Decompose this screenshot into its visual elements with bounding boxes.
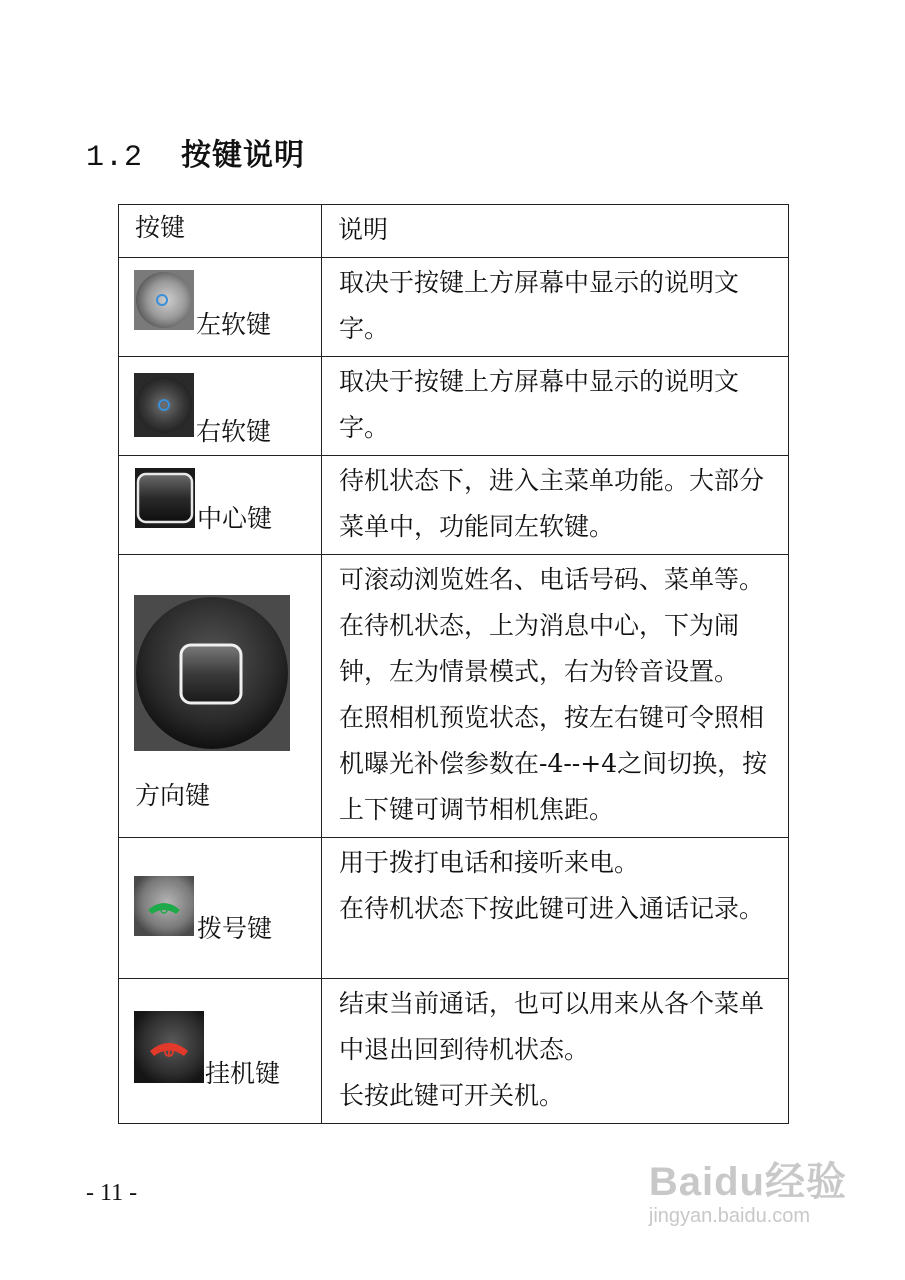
- watermark-url: jingyan.baidu.com: [648, 1205, 811, 1227]
- table-row: [119, 979, 789, 1124]
- key-label: 右软键: [196, 417, 272, 446]
- table-row: [119, 555, 789, 838]
- key-cell: [119, 357, 322, 456]
- desc-line: 长按此键可开关机。: [339, 1081, 565, 1110]
- desc-line: 在照相机预览状态，按左右键可令照相机曝光补偿参数在-4--+4之间切换，按上下键可调节相机焦距。: [339, 703, 768, 824]
- section-title: 按键说明: [181, 138, 306, 173]
- header-key: 按键: [119, 205, 322, 258]
- direction-key-icon: [134, 595, 290, 751]
- key-cell: [119, 979, 322, 1124]
- key-cell: [119, 555, 322, 838]
- watermark-brand: Baidu经验: [648, 1160, 847, 1204]
- desc-line: 取决于按键上方屏幕中显示的说明文字。: [339, 367, 740, 442]
- desc-cell: [322, 979, 789, 1124]
- key-cell: [119, 456, 322, 555]
- left-softkey-icon: [134, 270, 194, 330]
- desc-cell: [322, 555, 789, 838]
- desc-line: 在待机状态下按此键可进入通话记录。: [339, 894, 765, 923]
- center-key-icon: [135, 468, 195, 528]
- desc-line: 取决于按键上方屏幕中显示的说明文字。: [339, 268, 740, 343]
- header-desc: 说明: [322, 205, 789, 258]
- table-row: [119, 258, 789, 357]
- table-row: [119, 456, 789, 555]
- desc-line: 在待机状态，上为消息中心，下为闹钟，左为情景模式，右为铃音设置。: [339, 611, 740, 686]
- key-label: 方向键: [135, 781, 211, 810]
- end-key-icon: [134, 1011, 204, 1083]
- key-label: 挂机键: [205, 1059, 281, 1088]
- key-cell: [119, 838, 322, 979]
- key-label: 左软键: [196, 310, 272, 339]
- key-label: 中心键: [197, 504, 273, 533]
- section-number: 1.2: [86, 141, 144, 175]
- key-label: 拨号键: [197, 914, 273, 943]
- table-row: [119, 357, 789, 456]
- desc-cell: [322, 258, 789, 357]
- desc-line: 可滚动浏览姓名、电话号码、菜单等。: [339, 565, 765, 594]
- desc-line: 用于拨打电话和接听来电。: [339, 848, 640, 877]
- desc-line: 待机状态下，进入主菜单功能。大部分菜单中，功能同左软键。: [339, 466, 765, 541]
- desc-cell: [322, 357, 789, 456]
- page-number: - 11 -: [86, 1180, 138, 1206]
- key-cell: [119, 258, 322, 357]
- key-description-table: [118, 204, 789, 1124]
- table-header-row: [119, 205, 789, 258]
- section-heading: [86, 130, 305, 175]
- desc-line: 结束当前通话，也可以用来从各个菜单中退出回到待机状态。: [339, 989, 765, 1064]
- table-row: [119, 838, 789, 979]
- watermark: [649, 1150, 847, 1228]
- dial-key-icon: [134, 876, 194, 936]
- desc-cell: [322, 838, 789, 979]
- desc-cell: [322, 456, 789, 555]
- right-softkey-icon: [134, 373, 194, 437]
